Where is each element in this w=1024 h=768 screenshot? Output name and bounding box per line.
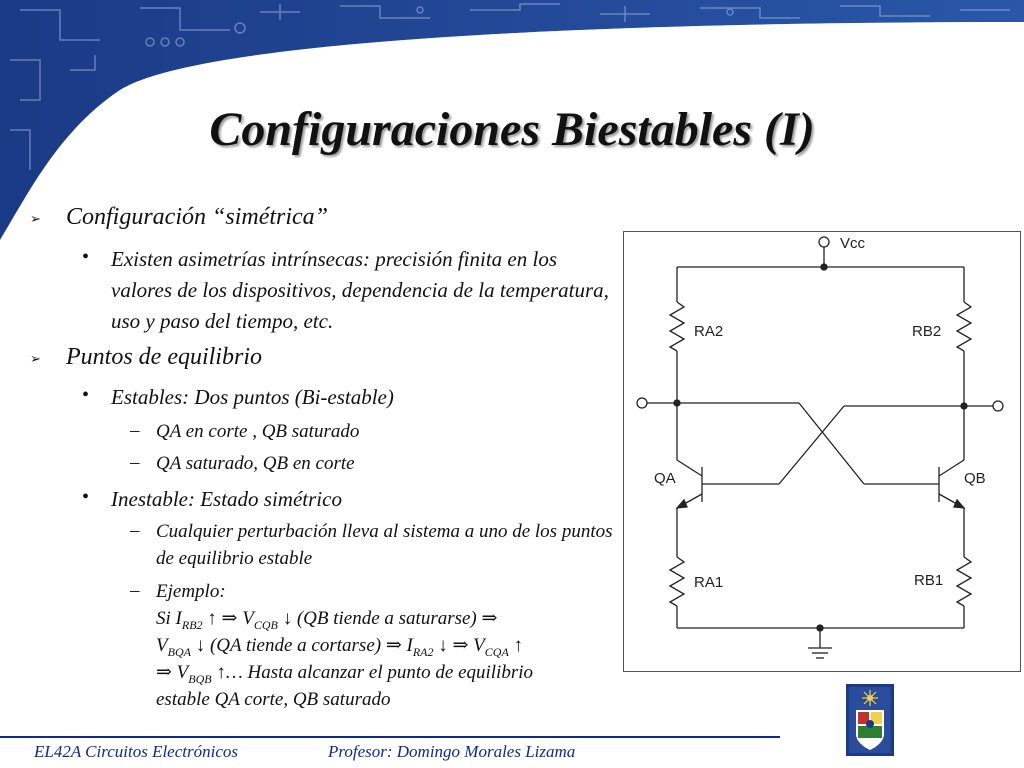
resistor-rb2 [957, 302, 971, 351]
bullet-dash-icon: – [130, 580, 140, 601]
bullet-configuracion: Configuración “simétrica” [66, 204, 329, 230]
label-rb2: RB2 [912, 323, 942, 340]
ejemplo-i: I [406, 635, 413, 656]
label-qb: QB [964, 470, 986, 487]
bullet-estables: Estables: Dos puntos (Bi-estable) [111, 385, 394, 409]
implies-icon: ⇒ [221, 608, 238, 629]
bullet-qa-corte: QA en corte , QB saturado [156, 421, 360, 442]
resistor-ra2 [670, 302, 684, 351]
sub-bqb: BQB [188, 671, 212, 686]
ejemplo-v: V [242, 608, 254, 629]
bullet-arrow-icon: ➢ [30, 212, 41, 227]
bullet-dot-icon: • [82, 384, 90, 406]
bullet-dash-icon: – [130, 520, 140, 541]
resistor-ra1 [670, 557, 684, 606]
label-qa: QA [654, 470, 676, 487]
university-crest-icon [846, 684, 894, 756]
ejemplo-line-3 [156, 659, 622, 686]
ejemplo-v: V [473, 635, 485, 656]
sub-cqb: CQB [253, 617, 278, 632]
bullet-dot-icon: • [82, 246, 90, 268]
ejemplo-line-2 [156, 632, 622, 659]
output-terminal-b [993, 401, 1003, 411]
ejemplo-tail-2: (QA tiende a cortarse) [209, 635, 382, 656]
sub-ra2: RA2 [412, 644, 434, 659]
vcc-terminal [819, 237, 829, 247]
sub-bqa: BQA [167, 644, 191, 659]
arrow-down-icon: ↓ [195, 635, 206, 656]
implies-icon: ⇒ [452, 635, 469, 656]
label-rb1: RB1 [914, 572, 944, 589]
ejemplo-v: V [156, 635, 168, 656]
output-terminal-a [637, 398, 647, 408]
ejemplo-v: V [176, 662, 189, 683]
ejemplo-si: Si I [156, 608, 182, 629]
ejemplo-line-4: estable QA corte, QB saturado [156, 689, 391, 710]
bullet-dot-icon: • [82, 486, 90, 508]
ejemplo-line-1 [156, 605, 622, 632]
label-ra1: RA1 [694, 574, 724, 591]
bullet-puntos-equilibrio: Puntos de equilibrio [66, 344, 262, 370]
ejemplo-title: Ejemplo: [156, 581, 226, 602]
label-ra2: RA2 [694, 323, 724, 340]
bullet-arrow-icon: ➢ [30, 352, 41, 367]
ejemplo-tail-3: … Hasta alcanzar el punto de equilibrio [225, 662, 534, 683]
footer-divider [0, 736, 780, 738]
label-vcc: Vcc [840, 235, 866, 252]
arrow-down-icon: ↓ [438, 635, 448, 656]
bullet-asimetrias: Existen asimetrías intrínsecas: precisión finita en los valores de los dispositivos, dependencia de la temperatura, uso y paso del tiempo, etc. [111, 247, 609, 333]
arrow-up-icon: ↑ [207, 608, 217, 629]
bullet-qa-saturado: QA saturado, QB en corte [156, 453, 355, 474]
arrow-up-icon: ↑ [513, 635, 524, 656]
bullet-inestable: Inestable: Estado simétrico [111, 487, 342, 511]
footer-course: EL42A Circuitos Electrónicos [34, 742, 238, 761]
bullet-ejemplo [156, 578, 622, 713]
arrow-up-icon: ↑ [216, 662, 226, 683]
bistable-circuit [624, 232, 1020, 671]
arrow-down-icon: ↓ [282, 608, 293, 629]
ejemplo-tail-1: (QB tiende a saturarse) [296, 608, 477, 629]
circuit-diagram [623, 231, 1021, 672]
bullet-dash-icon: – [130, 420, 140, 441]
implies-icon: ⇒ [481, 608, 498, 629]
bullet-dash-icon: – [130, 452, 140, 473]
resistor-rb1 [957, 557, 971, 606]
footer-professor: Profesor: Domingo Morales Lizama [328, 742, 576, 761]
implies-icon: ⇒ [385, 635, 402, 656]
ground-icon [808, 648, 832, 658]
sub-rb2: RB2 [181, 617, 203, 632]
bullet-perturbacion: Cualquier perturbación lleva al sistema a uno de los puntos de equilibrio estable [156, 521, 613, 569]
sub-cqa: CQA [484, 644, 509, 659]
implies-icon: ⇒ [156, 662, 172, 683]
slide-title: Configuraciones Biestables (I) [209, 103, 815, 156]
